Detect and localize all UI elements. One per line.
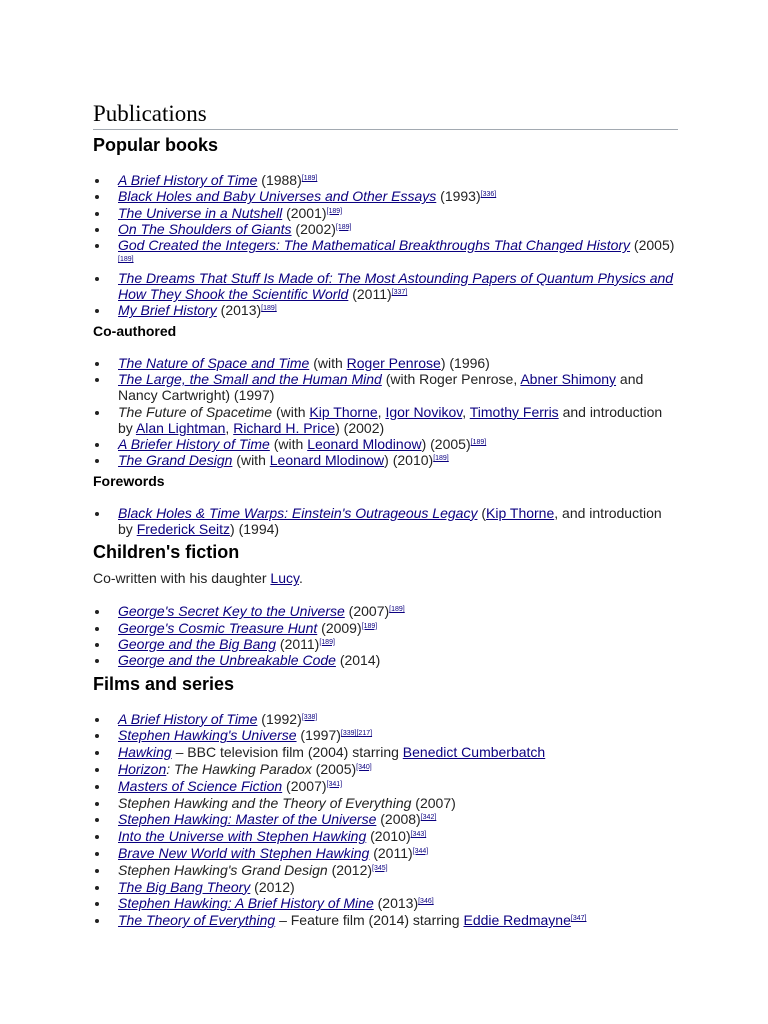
wiki-link[interactable]: Masters of Science Fiction <box>118 777 283 794</box>
text: (2007) <box>344 603 390 620</box>
text: , and introduction by <box>118 504 662 538</box>
citation-link[interactable]: [189] <box>118 256 134 264</box>
text: – Feature film (2014) starring <box>275 912 464 929</box>
citation-link[interactable]: [189] <box>361 622 378 630</box>
text: (2002) <box>291 220 336 237</box>
bullet-list <box>93 603 678 668</box>
text: ) (2010) <box>384 452 434 469</box>
sections <box>93 134 678 929</box>
citation <box>356 764 372 771</box>
list-item <box>93 205 678 221</box>
wiki-link[interactable]: George's Secret Key to the Universe <box>118 603 345 620</box>
wiki-link[interactable]: The Theory of Everything <box>118 912 276 929</box>
text: (2013) <box>373 895 419 912</box>
text: (2007) <box>282 777 327 794</box>
citation <box>389 606 405 613</box>
text: (2011) <box>348 286 392 303</box>
citation-link[interactable]: [339][217] <box>340 730 373 738</box>
wiki-link[interactable]: Black Holes and Baby Universes and Other Essays <box>118 188 437 205</box>
list-item <box>93 188 678 204</box>
text: (2005) <box>311 760 357 777</box>
wiki-link[interactable]: Leonard Mlodinow <box>307 436 422 453</box>
wiki-link[interactable]: Igor Novikov <box>385 403 463 420</box>
citation-link[interactable]: [337] <box>391 289 408 297</box>
wiki-link[interactable]: Horizon <box>118 760 167 777</box>
wiki-link[interactable]: My Brief History <box>118 302 217 319</box>
list-item <box>93 371 678 404</box>
citation <box>418 898 434 905</box>
wiki-link[interactable]: The Big Bang Theory <box>118 878 251 895</box>
text: (2007) <box>411 794 456 811</box>
text: (2010) <box>366 828 411 845</box>
list-item <box>93 237 678 270</box>
text: , <box>462 403 470 420</box>
list-item <box>93 603 678 619</box>
section-heading: Children's fiction <box>93 542 240 563</box>
text: (2008) <box>376 811 421 828</box>
citation <box>481 191 497 198</box>
text: (with <box>272 403 310 420</box>
wiki-link[interactable]: Roger Penrose <box>346 354 441 371</box>
text: (with Roger Penrose, <box>381 370 521 387</box>
text: Co-written with his daughter <box>93 570 271 587</box>
text: . <box>298 570 303 587</box>
wiki-link[interactable]: Black Holes & Time Warps: Einstein's Outrageous Legacy <box>118 504 478 521</box>
text: (2013) <box>216 302 262 319</box>
list-item <box>93 172 678 188</box>
citation-link[interactable]: [343] <box>410 831 427 839</box>
citation <box>571 915 587 922</box>
citation <box>413 848 429 855</box>
text: (2011) <box>369 844 413 861</box>
wiki-link[interactable]: Kip Thorne <box>309 403 378 420</box>
text: (with <box>232 452 270 469</box>
wiki-link[interactable]: A Brief History of Time <box>118 710 258 727</box>
text: ) (1994) <box>230 521 280 538</box>
list-item <box>93 452 678 468</box>
bullet-list <box>93 505 678 538</box>
section-heading: Forewords <box>93 472 165 489</box>
wiki-link[interactable]: Hawking <box>118 744 172 761</box>
wiki-link[interactable]: The Nature of Space and Time <box>118 354 310 371</box>
text: (2012) <box>327 861 373 878</box>
list-item <box>93 828 678 845</box>
section-heading: Films and series <box>93 673 235 694</box>
citation-link[interactable]: [189] <box>261 305 277 313</box>
citation <box>421 814 437 821</box>
list-item <box>93 895 678 912</box>
page-title: Publications <box>93 100 678 130</box>
wiki-link[interactable]: Into the Universe with Stephen Hawking <box>118 828 367 845</box>
text: : The Hawking Paradox <box>166 760 312 777</box>
text: , <box>225 419 234 436</box>
citation <box>319 639 335 646</box>
section-heading: Co-authored <box>93 322 177 339</box>
citation-link[interactable]: [189] <box>470 439 487 447</box>
list-item <box>93 636 678 652</box>
list-item <box>93 879 678 896</box>
list-item <box>93 711 678 728</box>
text: (2001) <box>282 204 327 221</box>
wiki-link[interactable]: Alan Lightman <box>135 419 226 436</box>
wiki-link[interactable]: Stephen Hawking: A Brief History of Mine <box>118 895 374 912</box>
wiki-link[interactable]: George and the Unbreakable Code <box>118 652 336 669</box>
text: (2012) <box>250 878 295 895</box>
list-item <box>93 727 678 744</box>
citation <box>471 439 487 446</box>
citation-link[interactable]: [345] <box>372 864 388 872</box>
text: ) (1996) <box>440 354 490 371</box>
bullet-list <box>93 172 678 319</box>
text: (with <box>309 354 347 371</box>
list-item <box>93 778 678 795</box>
list-item <box>93 862 678 879</box>
wiki-link[interactable]: George and the Big Bang <box>118 635 277 652</box>
list-item <box>93 436 678 452</box>
wiki-link[interactable]: George's Cosmic Treasure Hunt <box>118 619 318 636</box>
text: Stephen Hawking and the Theory of Everything <box>118 794 412 811</box>
text: The Future of Spacetime <box>118 403 273 420</box>
citation-link[interactable]: [344] <box>412 847 429 855</box>
citation <box>392 289 408 296</box>
list-item <box>93 404 678 437</box>
text: , <box>377 403 386 420</box>
wiki-link[interactable]: The Large, the Small and the Human Mind <box>118 370 382 387</box>
text: ( <box>477 504 487 521</box>
citation-link[interactable]: [189] <box>326 207 343 215</box>
text: (1997) <box>296 727 341 744</box>
citation <box>433 455 449 462</box>
text: Stephen Hawking's Grand Design <box>118 861 328 878</box>
text: – BBC television film (2004) starring <box>171 744 403 761</box>
citation <box>341 730 372 737</box>
list-item <box>93 744 678 761</box>
wiki-link[interactable]: God Created the Integers: The Mathematical Breakthroughs That Changed History <box>118 237 631 254</box>
article-content <box>93 100 678 932</box>
wiki-link[interactable]: The Universe in a Nutshell <box>118 204 283 221</box>
citation-link[interactable]: [189] <box>335 223 352 231</box>
citation-link[interactable]: [189] <box>433 455 449 463</box>
citation-link[interactable]: [340] <box>356 763 372 771</box>
citation <box>327 781 343 788</box>
wiki-link[interactable]: Stephen Hawking's Universe <box>118 727 297 744</box>
list-item <box>93 505 678 538</box>
citation-link[interactable]: [189] <box>389 606 405 614</box>
citation-link[interactable]: [346] <box>418 898 434 906</box>
text: and introduction by <box>118 403 663 436</box>
wiki-link[interactable]: The Grand Design <box>118 452 233 469</box>
list-item <box>93 795 678 812</box>
wiki-link[interactable]: On The Shoulders of Giants <box>118 220 292 237</box>
list-item <box>93 652 678 668</box>
citation <box>411 831 427 838</box>
wiki-link[interactable]: Timothy Ferris <box>469 403 559 420</box>
citation-link[interactable]: [189] <box>319 638 335 646</box>
citation-link[interactable]: [338] <box>301 713 318 721</box>
wiki-link[interactable]: Abner Shimony <box>520 370 617 387</box>
citation-link[interactable]: [347] <box>570 915 587 923</box>
text: (2009) <box>317 619 362 636</box>
text: (2011) <box>276 635 320 652</box>
list-item <box>93 355 678 371</box>
citation-link[interactable]: [189] <box>301 175 318 182</box>
citation <box>362 623 378 630</box>
wiki-link[interactable]: A Brief History of Time <box>118 172 258 188</box>
section-heading: Popular books <box>93 135 219 155</box>
text: (1993) <box>436 188 481 205</box>
citation <box>302 714 318 721</box>
text: ) (2005) <box>421 436 471 453</box>
wiki-link[interactable]: The Dreams That Stuff Is Made of: The Most Astounding Papers of Quantum Physics and How They Shook the Scientific World <box>118 269 674 303</box>
text: (with <box>269 436 308 453</box>
citation-link[interactable]: [341] <box>326 780 343 788</box>
citation <box>302 175 318 182</box>
text: (2014) <box>335 652 381 669</box>
list-item <box>93 270 678 303</box>
citation <box>336 224 352 231</box>
wiki-link[interactable]: Richard H. Price <box>233 419 336 436</box>
list-item <box>93 302 678 318</box>
list-item <box>93 221 678 237</box>
citation <box>372 865 388 872</box>
text: (1988) <box>257 172 302 188</box>
wiki-link[interactable]: Frederick Seitz <box>136 521 231 538</box>
wiki-link[interactable]: Lucy <box>270 570 299 587</box>
wiki-link[interactable]: Stephen Hawking: Master of the Universe <box>118 811 377 828</box>
text: ) (2002) <box>335 419 385 436</box>
citation <box>118 256 134 263</box>
list-item <box>93 845 678 862</box>
citation-link[interactable]: [336] <box>480 191 497 199</box>
bullet-list <box>93 711 678 929</box>
wiki-link[interactable]: Eddie Redmayne <box>463 912 571 929</box>
list-item <box>93 811 678 828</box>
citation <box>261 305 277 312</box>
bullet-list <box>93 355 678 469</box>
text: (1992) <box>257 710 302 727</box>
list-item <box>93 620 678 636</box>
wiki-link[interactable]: Leonard Mlodinow <box>269 452 385 469</box>
text: (2005) <box>630 237 675 254</box>
wiki-link[interactable]: A Briefer History of Time <box>118 436 270 453</box>
wiki-link[interactable]: Kip Thorne <box>486 504 555 521</box>
text: and Nancy Cartwright) (1997) <box>118 370 644 404</box>
list-item <box>93 912 678 929</box>
citation-link[interactable]: [342] <box>420 814 437 822</box>
wiki-link[interactable]: Benedict Cumberbatch <box>402 744 546 761</box>
citation <box>327 208 343 215</box>
wiki-link[interactable]: Brave New World with Stephen Hawking <box>118 844 370 861</box>
list-item <box>93 761 678 778</box>
section-intro <box>93 570 678 587</box>
